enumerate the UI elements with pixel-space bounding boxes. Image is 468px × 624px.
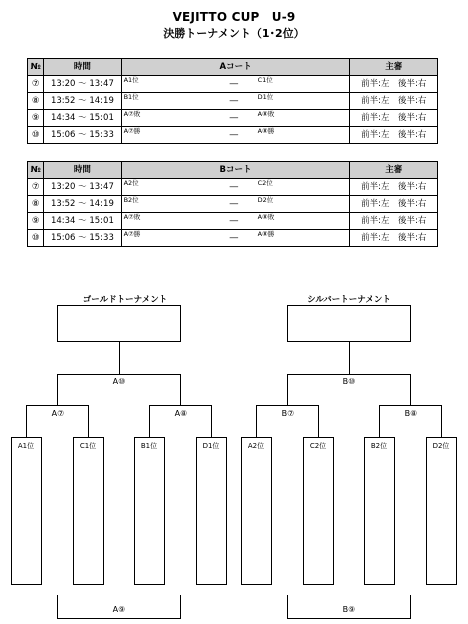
home-team: B2位 [123,196,139,204]
silver-third-place-label: B⑨ [342,605,356,614]
match-time: 14:34 ～ 15:01 [44,110,121,127]
match-no: ⑧ [28,93,44,110]
table-row [28,76,438,93]
home-team: A⑦敗 [123,110,141,118]
away-team: D1位 [257,93,274,101]
bracket-line [256,405,319,406]
referee: 前半:左 後半:右 [350,76,438,93]
silver-team-slot-3 [364,437,395,585]
gold-semi-right-label: A⑧ [174,409,188,418]
bracket-line [88,405,89,438]
bracket-line [57,595,58,619]
away-team: C1位 [257,76,273,84]
schedule-table-a [27,58,438,144]
col-court-header: Bコート [121,162,350,179]
match-time: 13:52 ～ 14:19 [44,93,121,110]
gold-champion-box [57,305,181,342]
bracket-line [441,405,442,438]
versus-dash: ― [229,113,239,123]
col-time-header: 時間 [44,59,121,76]
table-row [28,230,438,247]
match-time: 13:20 ～ 13:47 [44,179,121,196]
silver-team-label: B2位 [370,442,388,450]
bracket-line [410,595,411,619]
match-no: ⑨ [28,213,44,230]
table-row [28,196,438,213]
referee: 前半:左 後半:右 [350,196,438,213]
bracket-line [318,405,319,438]
col-ref-header: 主審 [350,59,438,76]
gold-third-place-label: A⑨ [112,605,126,614]
referee: 前半:左 後半:右 [350,213,438,230]
home-team: A⑦勝 [123,127,141,135]
match-no: ⑧ [28,196,44,213]
referee: 前半:左 後半:右 [350,93,438,110]
versus-dash: ― [229,216,239,226]
table-row [28,110,438,127]
bracket-line [287,374,288,406]
away-team: A⑧勝 [257,127,275,135]
table-row [28,127,438,144]
bracket-line [180,374,181,406]
gold-final-label: A⑩ [112,377,126,386]
bracket-line [26,405,27,438]
home-team: A⑦敗 [123,213,141,221]
bracket-line [149,405,150,438]
bracket-line [211,405,212,438]
silver-team-slot-1 [241,437,272,585]
silver-semi-left-label: B⑦ [281,409,295,418]
match-no: ⑨ [28,110,44,127]
page-title: VEJITTO CUP U-9 [172,10,296,24]
match-no: ⑦ [28,179,44,196]
col-court-header: Aコート [121,59,350,76]
silver-team-slot-2 [303,437,334,585]
page-subtitle: 決勝トーナメント（1･2位） [163,27,305,40]
gold-team-label: A1位 [17,442,35,450]
gold-team-label: C1位 [79,442,97,450]
versus-dash: ― [229,130,239,140]
bracket-line [287,618,411,619]
away-team: A⑧勝 [257,230,275,238]
match-no: ⑦ [28,76,44,93]
table-row [28,93,438,110]
bracket-line [287,374,411,375]
silver-final-label: B⑩ [342,377,356,386]
away-team: C2位 [257,179,273,187]
away-team: D2位 [257,196,274,204]
home-team: A1位 [123,76,139,84]
bracket-line [149,405,212,406]
gold-team-slot-4 [196,437,227,585]
versus-dash: ― [229,79,239,89]
bracket-line [57,374,58,406]
bracket-line [410,374,411,406]
schedule-table-b [27,161,438,247]
bracket-line [119,342,120,375]
gold-team-slot-3 [134,437,165,585]
match-no: ⑩ [28,127,44,144]
col-time-header: 時間 [44,162,121,179]
silver-semi-right-label: B⑧ [404,409,418,418]
gold-team-slot-2 [73,437,104,585]
referee: 前半:左 後半:右 [350,127,438,144]
referee: 前半:左 後半:右 [350,110,438,127]
versus-dash: ― [229,182,239,192]
gold-team-slot-1 [11,437,42,585]
home-team: B1位 [123,93,139,101]
bracket-line [26,405,89,406]
home-team: A2位 [123,179,139,187]
referee: 前半:左 後半:右 [350,179,438,196]
gold-team-label: B1位 [140,442,158,450]
bracket-line [57,618,181,619]
gold-team-label: D1位 [202,442,220,450]
bracket-line [379,405,380,438]
home-team: A⑦勝 [123,230,141,238]
bracket-line [180,595,181,619]
silver-champion-box [287,305,411,342]
match-time: 15:06 ～ 15:33 [44,230,121,247]
silver-team-label: C2位 [309,442,327,450]
match-time: 13:20 ～ 13:47 [44,76,121,93]
bracket-line [379,405,442,406]
match-time: 14:34 ～ 15:01 [44,213,121,230]
table-row [28,213,438,230]
silver-team-label: D2位 [432,442,450,450]
col-no-header: № [28,162,44,179]
versus-dash: ― [229,233,239,243]
silver-team-label: A2位 [247,442,265,450]
silver-team-slot-4 [426,437,457,585]
bracket-line [287,595,288,619]
gold-semi-left-label: A⑦ [51,409,65,418]
col-ref-header: 主審 [350,162,438,179]
table-row [28,179,438,196]
referee: 前半:左 後半:右 [350,230,438,247]
match-time: 15:06 ～ 15:33 [44,127,121,144]
versus-dash: ― [229,199,239,209]
away-team: A⑧敗 [257,213,275,221]
bracket-line [57,374,181,375]
col-no-header: № [28,59,44,76]
away-team: A⑧敗 [257,110,275,118]
versus-dash: ― [229,96,239,106]
match-no: ⑩ [28,230,44,247]
bracket-line [256,405,257,438]
gold-tournament-title: ゴールドトーナメント [82,295,168,305]
bracket-line [349,342,350,375]
silver-tournament-title: シルバートーナメント [307,295,391,305]
match-time: 13:52 ～ 14:19 [44,196,121,213]
